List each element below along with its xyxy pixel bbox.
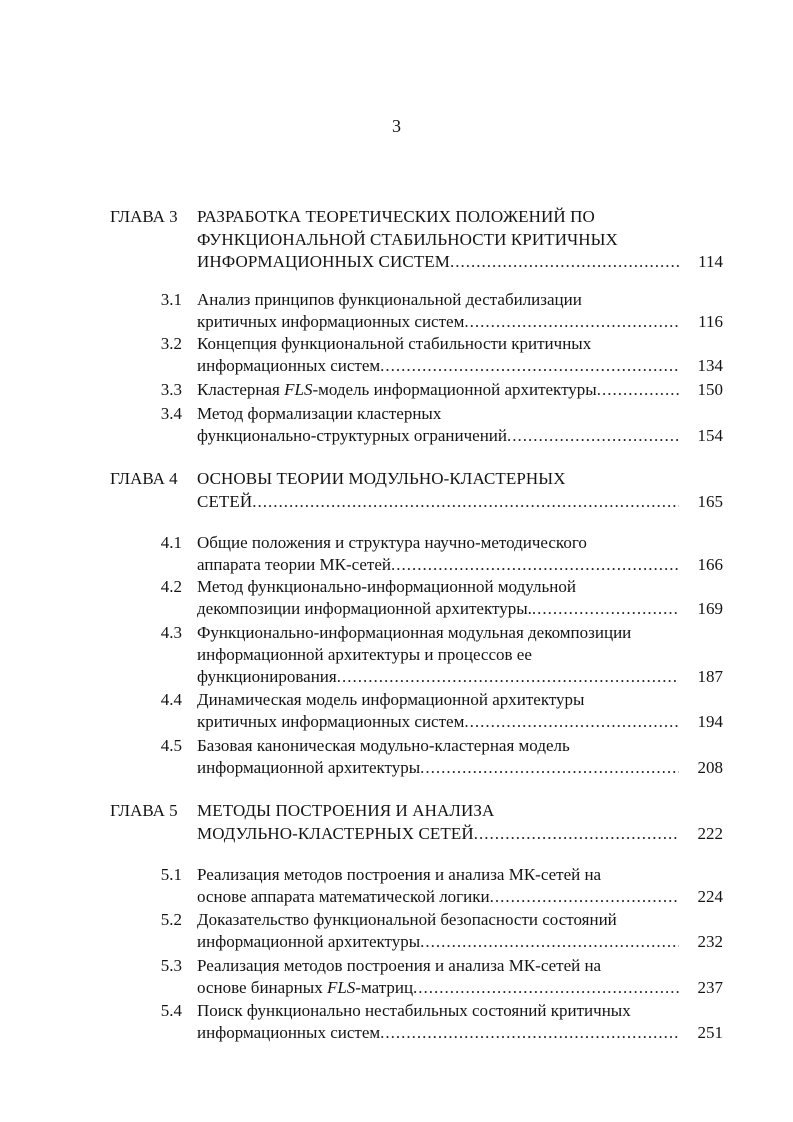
section-page-number: 237 — [697, 978, 723, 997]
chapter-title-line: ИНФОРМАЦИОННЫХ СИСТЕМ — [197, 252, 450, 271]
section-dot-leader — [532, 598, 679, 620]
section-title-line: информационных систем — [197, 1023, 381, 1042]
section-title — [197, 735, 723, 779]
section-label: 4.3 — [160, 623, 182, 642]
section-title-line: информационной архитектуры и процессов ее — [197, 645, 532, 664]
section-title-line: Концепция функциональной стабильности критичных — [197, 334, 592, 353]
section-title — [197, 379, 723, 401]
section-page-number: 154 — [697, 426, 723, 445]
section-title — [197, 333, 723, 377]
section-dot-leader — [464, 711, 679, 733]
chapter-title-line: МЕТОДЫ ПОСТРОЕНИЯ И АНАЛИЗА — [197, 801, 495, 820]
chapter-title — [197, 206, 723, 274]
chapter-page-number: 114 — [698, 252, 723, 271]
chapter-title-line: МОДУЛЬНО-КЛАСТЕРНЫХ СЕТЕЙ — [197, 823, 474, 843]
chapter-page-number: 222 — [697, 823, 723, 843]
chapter-label: ГЛАВА 3 — [110, 207, 178, 226]
section-dot-leader — [337, 666, 679, 688]
section-label: 3.2 — [160, 334, 182, 353]
chapter-title-line: СЕТЕЙ — [197, 491, 253, 511]
page-number: 3 — [392, 116, 401, 136]
section-title-line: декомпозиции информационной архитектуры. — [197, 599, 532, 618]
section-label: 3.3 — [160, 380, 182, 399]
section-page-number: 150 — [697, 380, 723, 399]
section-title-line: Базовая каноническая модульно-кластерная модель — [197, 736, 570, 755]
section-label: 3.1 — [160, 290, 182, 309]
chapter-page-number: 165 — [697, 491, 723, 511]
chapter-label: ГЛАВА 5 — [110, 801, 178, 820]
section-label: 4.4 — [160, 690, 182, 709]
section-page-number: 187 — [697, 667, 723, 686]
section-page-number: 166 — [697, 555, 723, 574]
section-dot-leader — [507, 425, 679, 447]
chapter-title-line: ФУНКЦИОНАЛЬНОЙ СТАБИЛЬНОСТИ КРИТИЧНЫХ — [197, 229, 618, 249]
section-title-line: информационных систем — [197, 356, 381, 375]
section-page-number: 224 — [697, 887, 723, 906]
section-title-line: Доказательство функциональной безопасности состояний — [197, 910, 617, 929]
section-label: 4.1 — [160, 533, 182, 552]
section-title-line: функционирования — [197, 667, 337, 686]
section-label: 3.4 — [160, 404, 182, 423]
section-title-line: Функционально-информационная модульная декомпозиции — [197, 623, 632, 642]
section-dot-leader — [380, 355, 679, 377]
chapter-title-line: РАЗРАБОТКА ТЕОРЕТИЧЕСКИХ ПОЛОЖЕНИЙ ПО — [197, 207, 595, 226]
section-page-number: 134 — [697, 356, 723, 375]
section-title — [197, 955, 723, 999]
section-title — [197, 689, 723, 733]
section-label: 4.5 — [160, 736, 182, 755]
section-title-line: Поиск функционально нестабильных состояний критичных — [197, 1001, 631, 1020]
section-title-line: Метод функционально-информационной модульной — [197, 577, 576, 596]
section-title-line: Динамическая модель информационной архитектуры — [197, 690, 585, 709]
section-title-line: Метод формализации кластерных — [197, 404, 442, 423]
section-title-line: критичных информационных систем — [197, 312, 465, 331]
chapter-label: ГЛАВА 4 — [110, 469, 178, 488]
section-title — [197, 1000, 723, 1044]
chapter-dot-leader — [450, 251, 679, 274]
section-label: 4.2 — [160, 577, 182, 596]
section-title-line: Общие положения и структура научно-методического — [197, 533, 587, 552]
section-dot-leader — [420, 931, 679, 953]
section-dot-leader — [413, 977, 679, 999]
section-title-line: аппарата теории МК-сетей — [197, 555, 392, 574]
chapter-title-line: ОСНОВЫ ТЕОРИИ МОДУЛЬНО-КЛАСТЕРНЫХ — [197, 469, 566, 488]
section-label: 5.1 — [160, 865, 182, 884]
section-title — [197, 864, 723, 908]
section-dot-leader — [464, 311, 679, 333]
chapter-dot-leader — [252, 491, 679, 514]
section-dot-leader — [490, 886, 679, 908]
section-title — [197, 622, 723, 688]
section-page-number: 116 — [698, 312, 723, 331]
section-dot-leader — [380, 1022, 679, 1044]
chapter-title — [197, 800, 723, 845]
section-title-line: основе аппарата математической логики — [197, 887, 490, 906]
section-title — [197, 289, 723, 333]
section-title — [197, 532, 723, 576]
section-label: 5.3 — [160, 956, 182, 975]
section-title — [197, 576, 723, 620]
section-label: 5.2 — [160, 910, 182, 929]
section-title-line: Реализация методов построения и анализа МК-сетей на — [197, 956, 602, 975]
section-title-line: критичных информационных систем — [197, 712, 465, 731]
section-title — [197, 403, 723, 447]
section-title-line: основе бинарных FLS-матриц — [197, 978, 414, 997]
chapter-title — [197, 468, 723, 513]
section-title-line: Кластерная FLS-модель информационной архитектуры — [197, 380, 597, 399]
section-title-line: информационной архитектуры — [197, 932, 421, 951]
section-title-line: функционально-структурных ограничений — [197, 426, 508, 445]
chapter-dot-leader — [474, 823, 679, 846]
section-title-line: информационной архитектуры — [197, 758, 421, 777]
section-dot-leader — [597, 379, 679, 401]
section-label: 5.4 — [160, 1001, 182, 1020]
section-title-line: Реализация методов построения и анализа МК-сетей на — [197, 865, 602, 884]
section-title-line: Анализ принципов функциональной дестабилизации — [197, 290, 582, 309]
section-page-number: 232 — [697, 932, 723, 951]
section-title — [197, 909, 723, 953]
section-page-number: 194 — [697, 712, 723, 731]
section-dot-leader — [420, 757, 679, 779]
section-dot-leader — [391, 554, 679, 576]
section-page-number: 251 — [697, 1023, 723, 1042]
section-page-number: 169 — [697, 599, 723, 618]
section-page-number: 208 — [697, 758, 723, 777]
